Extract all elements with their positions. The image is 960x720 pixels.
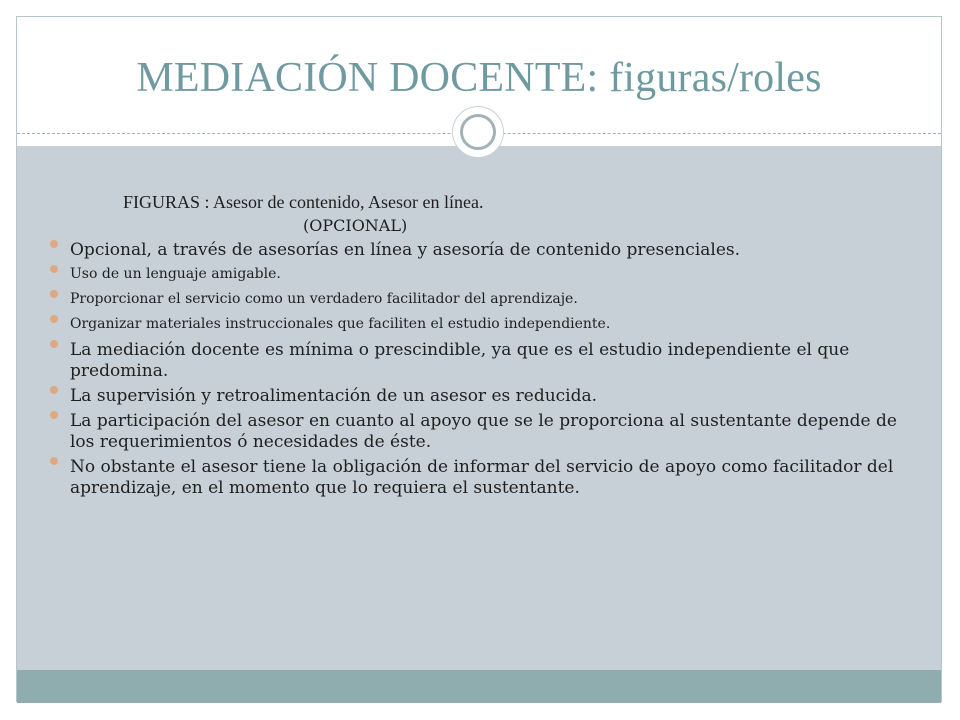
bullet-text: Opcional, a través de asesorías en línea y asesoría de contenido presenciales. xyxy=(70,240,741,260)
bullet-item xyxy=(50,240,920,261)
bullet-item xyxy=(50,386,920,407)
bullet-dot-icon xyxy=(50,386,58,394)
bullet-list xyxy=(50,240,920,499)
bullet-item xyxy=(50,290,920,308)
bullet-dot-icon xyxy=(50,340,58,348)
bullet-item xyxy=(50,265,920,283)
slide-content xyxy=(50,190,920,503)
circle-ring xyxy=(460,114,496,150)
bullet-dot-icon xyxy=(50,265,58,273)
bullet-text: La supervisión y retroalimentación de un asesor es reducida. xyxy=(70,386,598,406)
bullet-dot-icon xyxy=(50,240,58,248)
bullet-item xyxy=(50,340,920,382)
bullet-text: La mediación docente es mínima o prescindible, ya que es el estudio independiente el que predomina. xyxy=(70,340,850,381)
bullet-text: Proporcionar el servicio como un verdadero facilitador del aprendizaje. xyxy=(70,291,578,307)
slide-title: MEDIACIÓN DOCENTE: figuras/roles xyxy=(136,55,822,101)
opcional-line: (OPCIONAL) xyxy=(303,216,408,235)
bullet-text: Uso de un lenguaje amigable. xyxy=(70,266,281,282)
bullet-dot-icon xyxy=(50,315,58,323)
bullet-dot-icon xyxy=(50,290,58,298)
bullet-text: No obstante el asesor tiene la obligación de informar del servicio de apoyo como facilitador del aprendizaje, en el momento que lo requiera el sustentante. xyxy=(70,457,894,498)
bullet-item xyxy=(50,315,920,333)
circle-ornament-icon xyxy=(452,106,504,158)
bullet-item xyxy=(50,411,920,453)
bullet-text: La participación del asesor en cuanto al apoyo que se le proporciona al sustentante depende de los requerimientos ó necesidades de éste. xyxy=(70,411,897,452)
footer-band xyxy=(17,670,941,703)
bullet-dot-icon xyxy=(50,457,58,465)
figuras-line: FIGURAS : Asesor de contenido, Asesor en línea. xyxy=(123,192,484,212)
bullet-text: Organizar materiales instruccionales que faciliten el estudio independiente. xyxy=(70,316,611,332)
bullet-dot-icon xyxy=(50,411,58,419)
bullet-item xyxy=(50,457,920,499)
